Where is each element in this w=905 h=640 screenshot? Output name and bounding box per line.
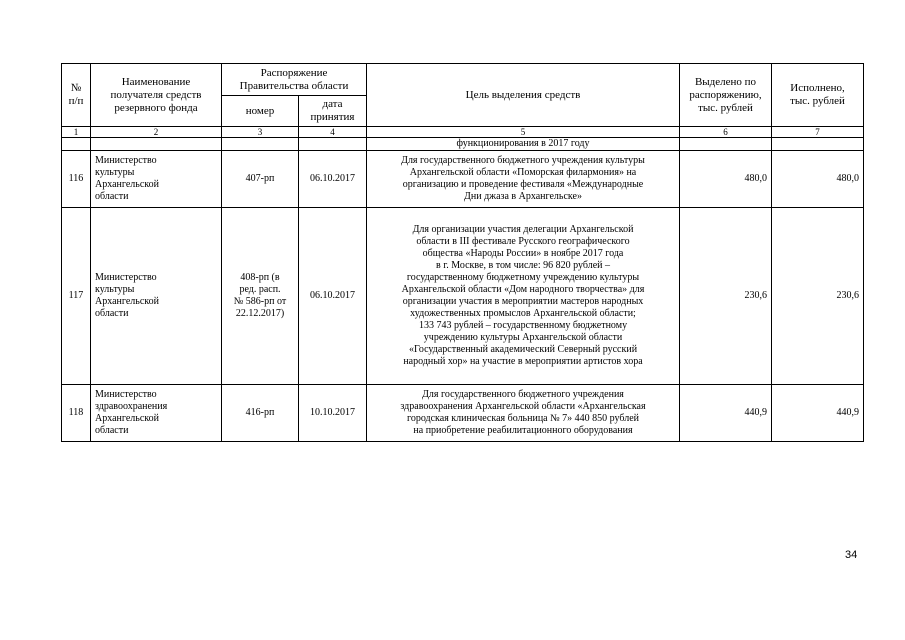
recipient-cell: Министерство культуры Архангельской области xyxy=(91,208,222,385)
empty-cell xyxy=(680,138,772,151)
continuation-text: функционирования в 2017 году xyxy=(367,138,680,151)
column-number: 4 xyxy=(299,127,367,138)
empty-cell xyxy=(772,138,864,151)
page-number: 34 xyxy=(845,549,858,561)
order-date-cell: 06.10.2017 xyxy=(299,208,367,385)
table-row xyxy=(62,208,864,385)
column-number: 5 xyxy=(367,127,680,138)
order-number-cell: 408-рп (в ред. расп. № 586-рп от 22.12.2017) xyxy=(222,208,299,385)
recipient-cell: Министерство культуры Архангельской области xyxy=(91,151,222,208)
empty-cell xyxy=(222,138,299,151)
header-row-top xyxy=(62,64,864,96)
row-number: 116 xyxy=(62,151,91,208)
header-order-number: номер xyxy=(222,96,299,127)
row-number: 118 xyxy=(62,385,91,442)
empty-cell xyxy=(299,138,367,151)
table-row xyxy=(62,385,864,442)
recipient-cell: Министерство здравоохранения Архангельской области xyxy=(91,385,222,442)
purpose-cell: Для государственного бюджетного учреждения здравоохранения Архангельской области «Архангельская городская клиническая больница № 7» 440 850 рублей на приобретение реабилитационного оборудования xyxy=(367,385,680,442)
column-numbers-row xyxy=(62,127,864,138)
allocated-cell: 230,6 xyxy=(680,208,772,385)
column-number: 3 xyxy=(222,127,299,138)
executed-cell: 440,9 xyxy=(772,385,864,442)
table-row xyxy=(62,151,864,208)
header-number: № п/п xyxy=(62,64,91,127)
header-executed: Исполнено, тыс. рублей xyxy=(772,64,864,127)
allocated-cell: 440,9 xyxy=(680,385,772,442)
header-recipient: Наименование получателя средств резервного фонда xyxy=(91,64,222,127)
allocated-cell: 480,0 xyxy=(680,151,772,208)
column-number: 6 xyxy=(680,127,772,138)
purpose-cell: Для государственного бюджетного учреждения культуры Архангельской области «Поморская филармония» на организацию и проведение фестиваля «Международные Дни джаза в Архангельске» xyxy=(367,151,680,208)
reserve-fund-table xyxy=(61,63,864,442)
header-order-date: дата принятия xyxy=(299,96,367,127)
empty-cell xyxy=(62,138,91,151)
order-date-cell: 10.10.2017 xyxy=(299,385,367,442)
column-number: 1 xyxy=(62,127,91,138)
executed-cell: 230,6 xyxy=(772,208,864,385)
order-number-cell: 407-рп xyxy=(222,151,299,208)
column-number: 2 xyxy=(91,127,222,138)
order-date-cell: 06.10.2017 xyxy=(299,151,367,208)
header-allocated: Выделено по распоряжению, тыс. рублей xyxy=(680,64,772,127)
header-order-group: Распоряжение Правительства области xyxy=(222,64,367,96)
column-number: 7 xyxy=(772,127,864,138)
row-number: 117 xyxy=(62,208,91,385)
order-number-cell: 416-рп xyxy=(222,385,299,442)
continuation-row xyxy=(62,138,864,151)
executed-cell: 480,0 xyxy=(772,151,864,208)
empty-cell xyxy=(91,138,222,151)
purpose-cell: Для организации участия делегации Архангельской области в III фестивале Русского географического общества «Народы России» в ноябре 2017 года в г. Москве, в том числе: 96 820 рублей – государственному бюджетному учреждению культуры Архангельской области «Дом народного творчества» для организации участия в мероприятии мастеров народных художественных промыслов Архангельской области; 133 743 рублей – государственному бюджетному учреждению культуры Архангельской области «Государственный академический Северный русский народный хор» на участие в мероприятии артистов хора xyxy=(367,208,680,385)
header-purpose: Цель выделения средств xyxy=(367,64,680,127)
